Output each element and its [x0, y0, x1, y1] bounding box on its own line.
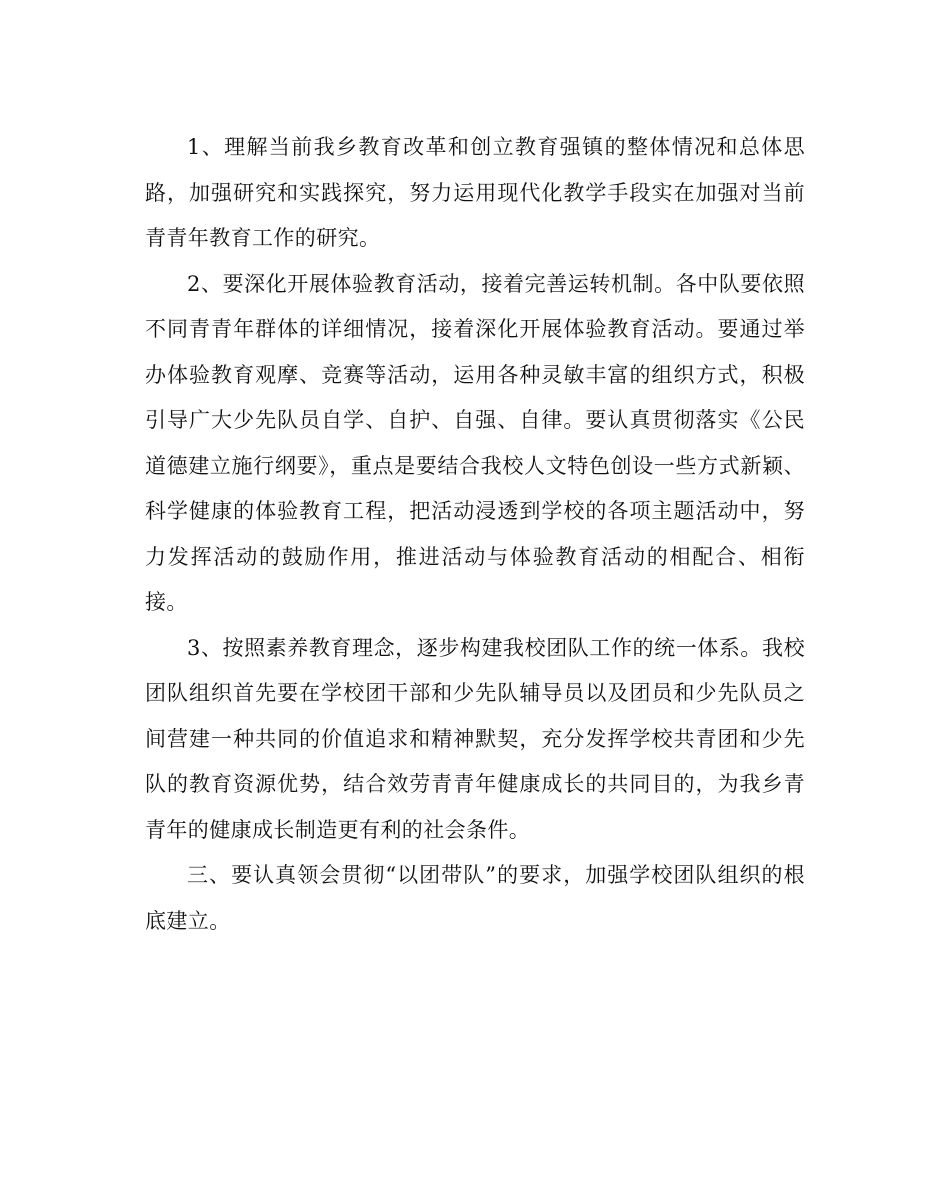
paragraph-1: 1、理解当前我乡教育改革和创立教育强镇的整体情况和总体思路，加强研究和实践探究，努力运用现代化教学手段实在加强对当前青青年教育工作的研究。: [145, 135, 805, 250]
paragraph-2: 2、要深化开展体验教育活动，接着完善运转机制。各中队要依照不同青青年群体的详细情况，接着深化开展体验教育活动。要通过举办体验教育观摩、竞赛等活动，运用各种灵敏丰富的组织方式，积极引导广大少先队员自学、自护、自强、自律。要认真贯彻落实《公民道德建立施行纲要》，重点是要结合我校人文特色创设一些方式新颖、科学健康的体验教育工程，把活动浸透到学校的各项主题活动中，努力发挥活动的鼓励作用，推进活动与体验教育活动的相配合、相衔接。: [145, 271, 805, 614]
paragraph-4: 三、要认真领会贯彻“以团带队”的要求，加强学校团队组织的根底建立。: [145, 863, 805, 933]
paragraph-3: 3、按照素养教育理念，逐步构建我校团队工作的统一体系。我校团队组织首先要在学校团干部和少先队辅导员以及团员和少先队员之间营建一种共同的价值追求和精神默契，充分发挥学校共青团和少先队的教育资源优势，结合效劳青青年健康成长的共同目的，为我乡青青年的健康成长制造更有利的社会条件。: [145, 635, 805, 842]
document-body: [145, 125, 805, 944]
